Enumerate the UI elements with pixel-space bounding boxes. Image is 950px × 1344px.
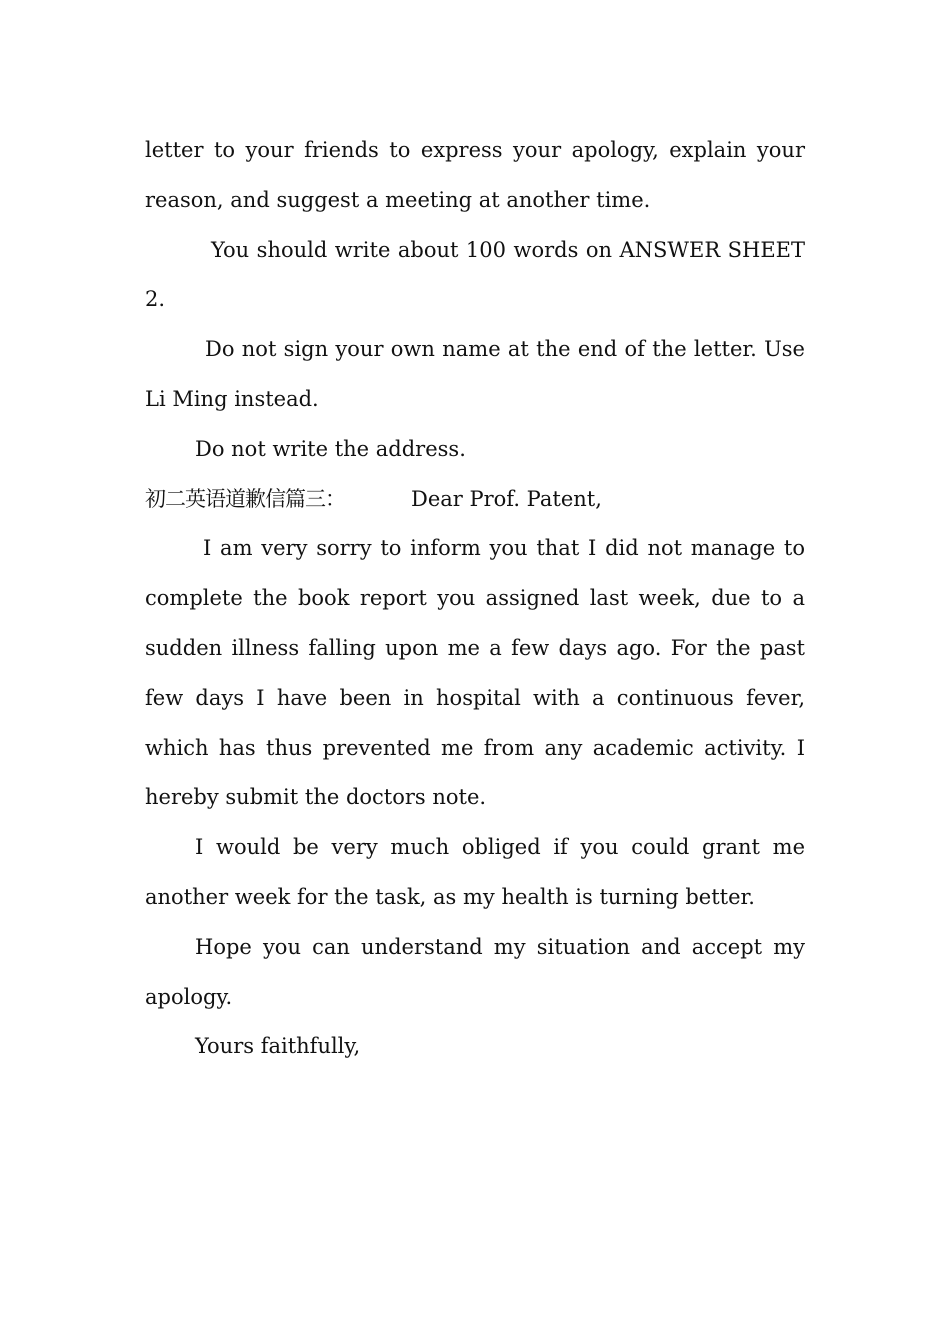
section-heading-line — [145, 475, 805, 525]
letter-closing: Yours faithfully, — [195, 1034, 361, 1059]
paragraph-word-count: You should write about 100 words on ANSWER SHEET 2. — [145, 237, 805, 312]
paragraph-task-end: letter to your friends to express your apology, explain your reason, and suggest a meeting at another time. — [145, 138, 805, 212]
letter-salutation: Dear Prof. Patent, — [411, 486, 602, 511]
paragraph-sign-instruction: Do not sign your own name at the end of the letter. Use Li Ming instead. — [145, 337, 805, 411]
letter-paragraph-3: Hope you can understand my situation and accept my apology. — [145, 934, 805, 1009]
document-body — [145, 126, 805, 1072]
letter-paragraph-2: I would be very much obliged if you could grant me another week for the task, as my health is turning better. — [145, 835, 805, 909]
section-heading: 初二英语道歉信篇三： — [145, 486, 345, 511]
letter-paragraph-1: I am very sorry to inform you that I did not manage to complete the book report you assigned last week, due to a sudden illness falling upon me a few days ago. For the past few days I have been in hospital with a continuous fever, which has thus prevented me from any academic activity. I hereby submit the doctors note. — [145, 536, 805, 810]
paragraph-address-instruction: Do not write the address. — [195, 436, 466, 461]
